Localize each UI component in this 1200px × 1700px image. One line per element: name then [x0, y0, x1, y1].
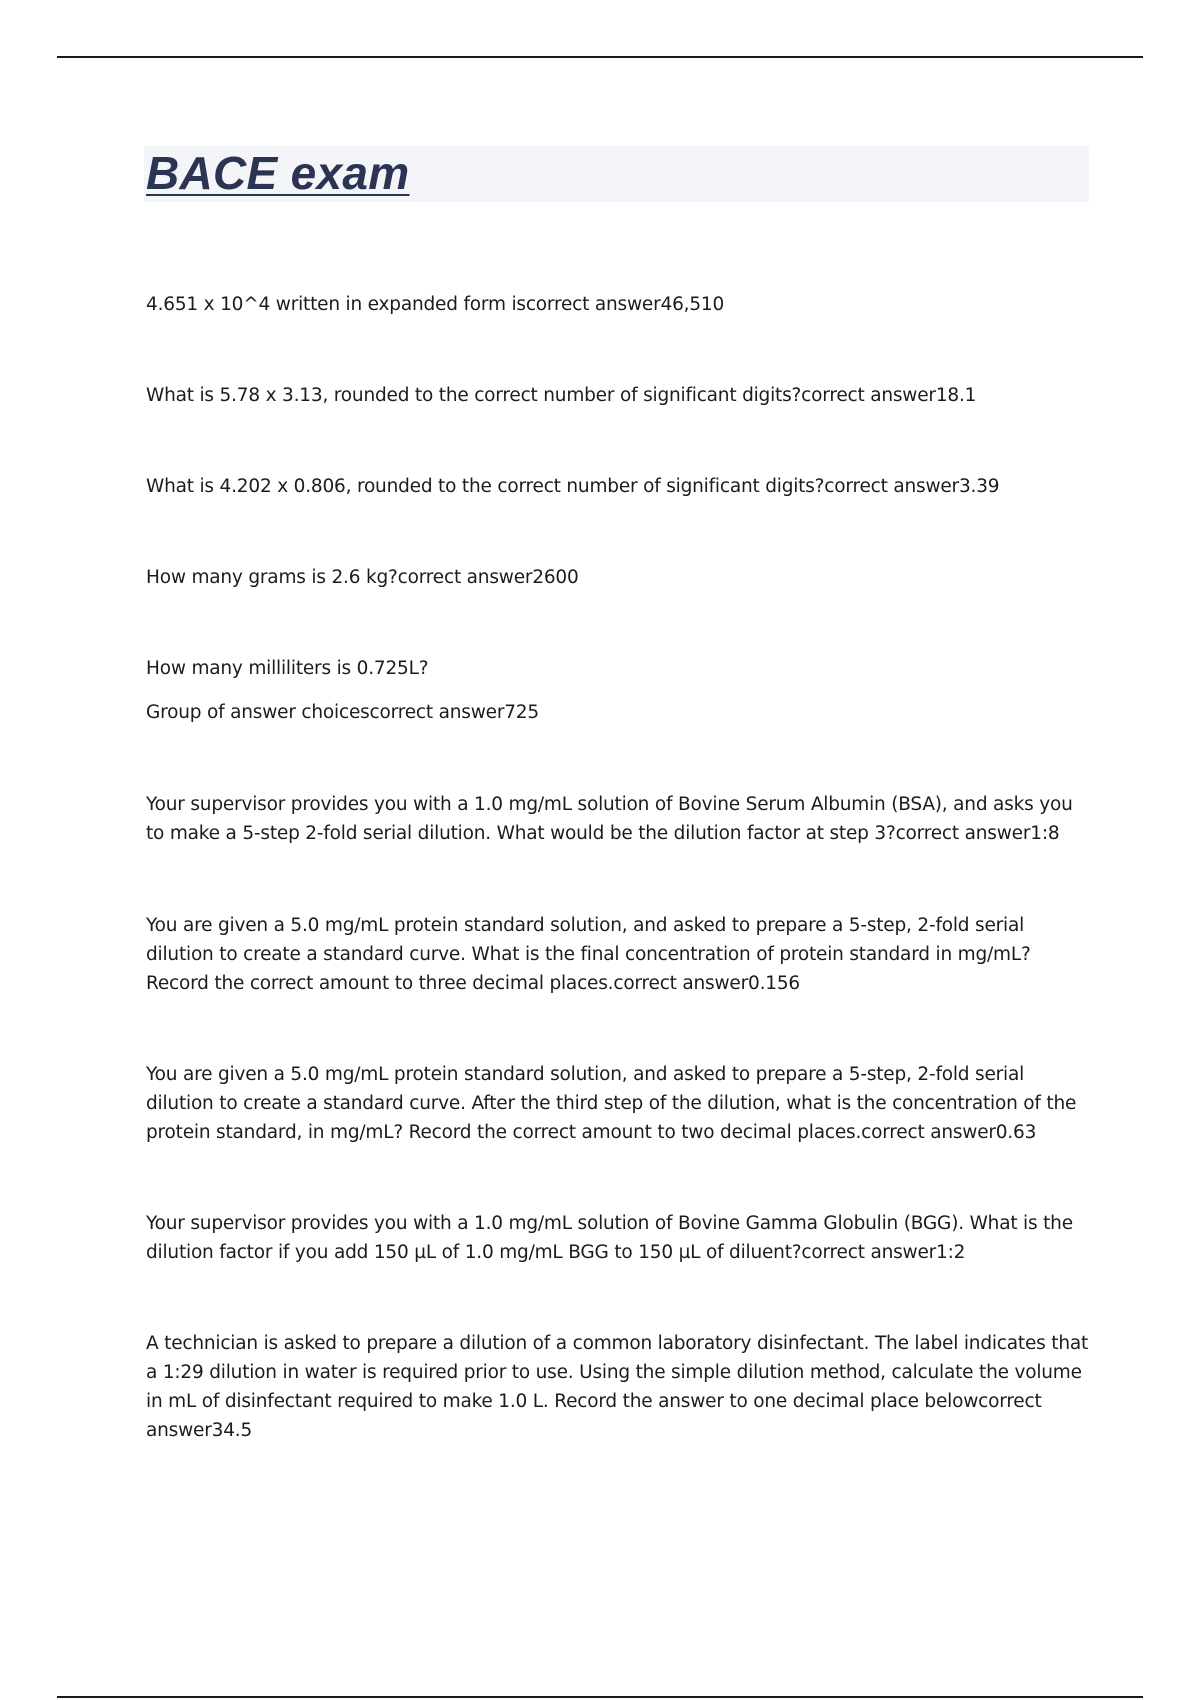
qa-text: Your supervisor provides you with a 1.0 mg/mL solution of Bovine Gamma Globulin (BGG). What is the dilution factor if you add 150 µL of 1.0 mg/mL BGG to 150 µL of diluent?correct answer1:2	[146, 1213, 1073, 1263]
qa-item	[146, 472, 1096, 501]
qa-item	[146, 1060, 1096, 1147]
qa-item	[146, 1329, 1096, 1445]
header-rule	[57, 56, 1143, 58]
qa-item	[146, 563, 1096, 592]
qa-text: 4.651 x 10^4 written in expanded form iscorrect answer46,510	[146, 294, 725, 315]
qa-text: How many milliliters is 0.725L?	[146, 658, 429, 679]
qa-item	[146, 381, 1096, 410]
qa-text: You are given a 5.0 mg/mL protein standard solution, and asked to prepare a 5-step, 2-fold serial dilution to create a standard curve. After the third step of the dilution, what is the concentration of the protein standard, in mg/mL? Record the correct amount to two decimal places.correct answer0.63	[146, 1064, 1077, 1143]
qa-item	[146, 911, 1096, 998]
qa-text: What is 4.202 x 0.806, rounded to the correct number of significant digits?correct answer3.39	[146, 476, 1000, 497]
qa-text: You are given a 5.0 mg/mL protein standard solution, and asked to prepare a 5-step, 2-fold serial dilution to create a standard curve. What is the final concentration of protein standard in mg/mL? Record the correct amount to three decimal places.correct answer0.156	[146, 915, 1031, 994]
qa-text: How many grams is 2.6 kg?correct answer2600	[146, 567, 579, 588]
qa-text: A technician is asked to prepare a dilution of a common laboratory disinfectant. The label indicates that a 1:29 dilution in water is required prior to use. Using the simple dilution method, calculate the volume in mL of disinfectant required to make 1.0 L. Record the answer to one decimal place belowcorrect answer34.5	[146, 1333, 1089, 1441]
footer-rule	[57, 1696, 1143, 1698]
qa-text: Group of answer choicescorrect answer725	[146, 702, 539, 723]
document-title: BACE exam	[146, 147, 410, 199]
qa-item	[146, 654, 1096, 727]
qa-item	[146, 290, 1096, 319]
qa-text: What is 5.78 x 3.13, rounded to the correct number of significant digits?correct answer18.1	[146, 385, 977, 406]
qa-item	[146, 790, 1096, 848]
qa-item	[146, 1209, 1096, 1267]
qa-text: Your supervisor provides you with a 1.0 mg/mL solution of Bovine Serum Albumin (BSA), and asks you to make a 5-step 2-fold serial dilution. What would be the dilution factor at step 3?correct answer1:8	[146, 794, 1073, 844]
